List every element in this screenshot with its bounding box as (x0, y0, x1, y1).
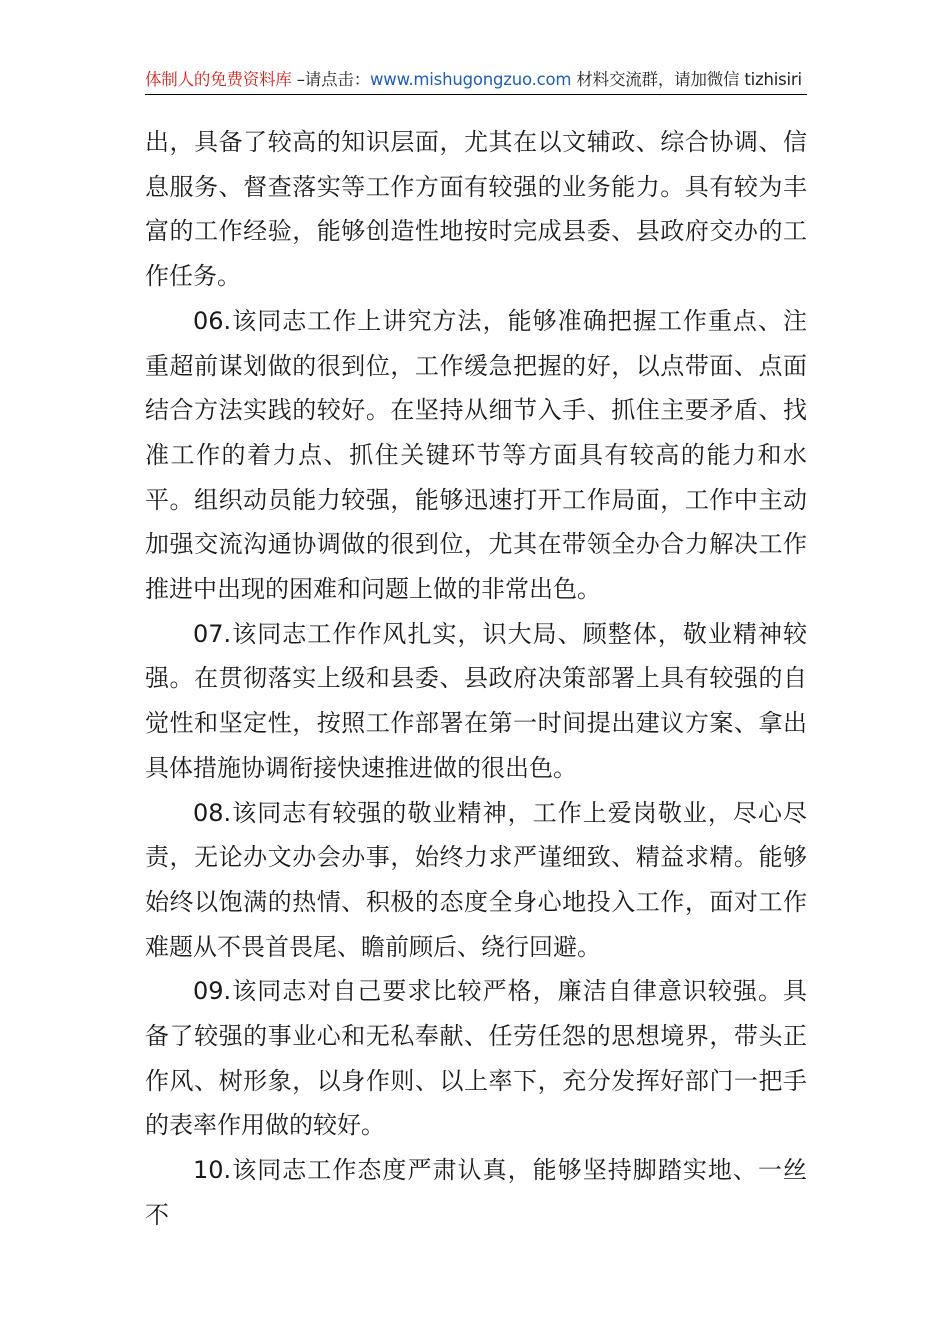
paragraph-08: 08.该同志有较强的敬业精神，工作上爱岗敬业，尽心尽责，无论办文办会办事，始终力求严谨细致、精益求精。能够始终以饱满的热情、积极的态度全身心地投入工作，面对工作难题从不畏首畏尾、瞻前顾后、绕行回避。 (145, 798, 807, 961)
paragraph-06: 06.该同志工作上讲究方法，能够准确把握工作重点、注重超前谋划做的很到位，工作缓急把握的好，以点带面、点面结合方法实践的较好。在坚持从细节入手、抓住主要矛盾、找准工作的着力点、抓住关键环节等方面具有较高的能力和水平。组织动员能力较强，能够迅速打开工作局面，工作中主动加强交流沟通协调做的很到位，尤其在带领全办合力解决工作推进中出现的困难和问题上做的非常出色。 (145, 306, 807, 604)
paragraph-10: 10.该同志工作态度严肃认真，能够坚持脚踏实地、一丝不 (145, 1156, 807, 1229)
document-body (145, 120, 807, 1238)
page-header (145, 68, 807, 92)
header-click-prompt: –请点击： (291, 70, 370, 89)
header-url-link[interactable]: www.mishugongzuo.com (370, 70, 572, 89)
paragraph-continuation: 出，具备了较高的知识层面，尤其在以文辅政、综合协调、信息服务、督查落实等工作方面有较强的业务能力。具有较为丰富的工作经验，能够创造性地按时完成县委、县政府交办的工作任务。 (145, 128, 807, 291)
paragraph-07: 07.该同志工作作风扎实，识大局、顾整体，敬业精神较强。在贯彻落实上级和县委、县政府决策部署上具有较强的自觉性和坚定性，按照工作部署在第一时间提出建议方案、拿出具体措施协调衔接快速推进做的很出色。 (145, 619, 807, 782)
paragraph-09: 09.该同志对自己要求比较严格，廉洁自律意识较强。具备了较强的事业心和无私奉献、任劳任怨的思想境界，带头正作风、树形象，以身作则、以上率下，充分发挥好部门一把手的表率作用做的较好。 (145, 977, 807, 1140)
header-divider (145, 94, 807, 95)
header-wechat-note: 材料交流群，请加微信 tizhisiri (571, 70, 802, 89)
header-site-name: 体制人的免费资料库 (145, 70, 292, 89)
